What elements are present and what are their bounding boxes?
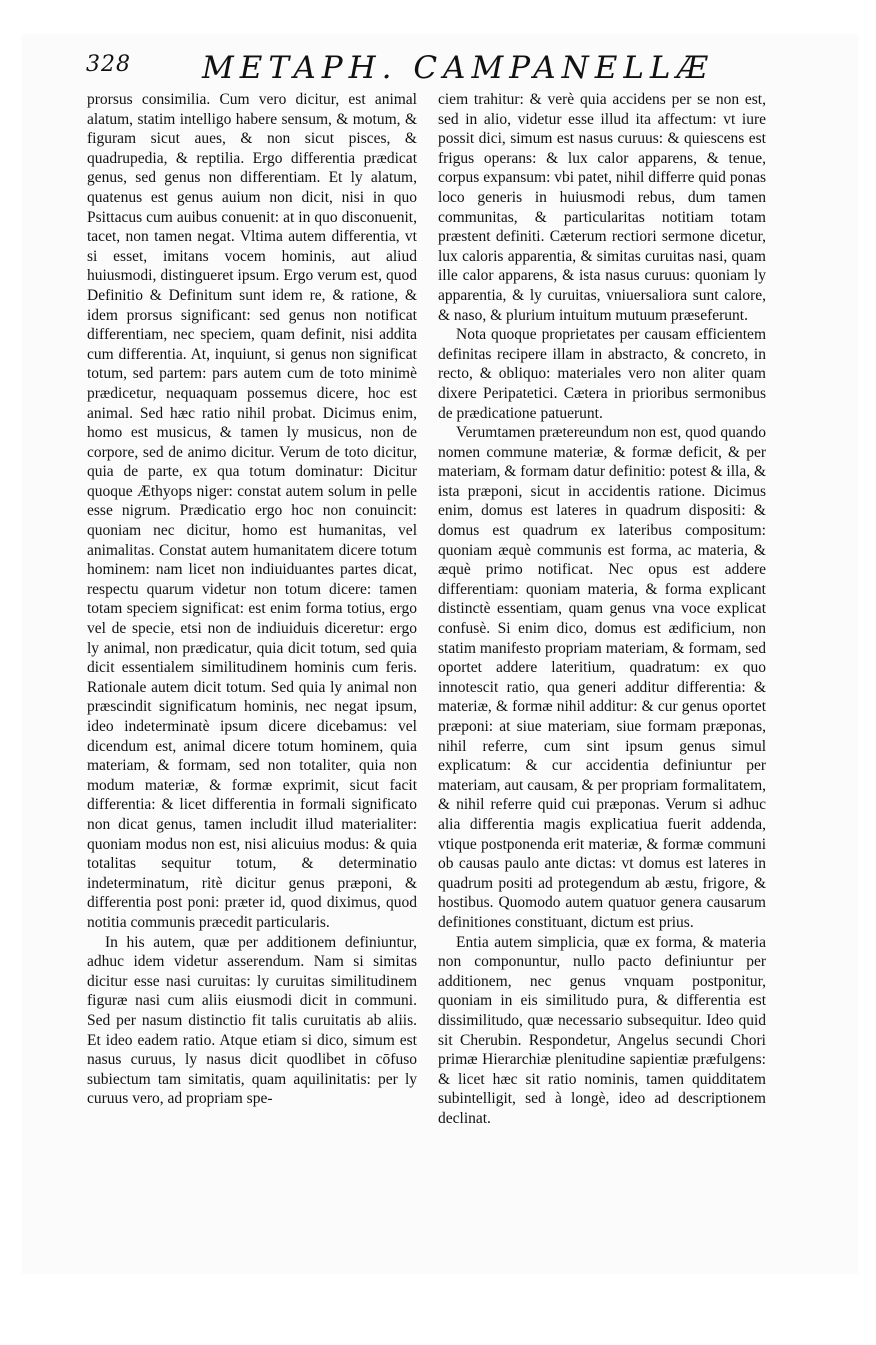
running-head: METAPH. CAMPANELLÆ (202, 50, 714, 86)
right-paragraph-4: Entia autem simplicia, quæ ex forma, & materia non componuntur, nullo pacto definiuntur per additionem, nec genus vnquam postponitur, quoniam in eis similitudo pura, & differentia est dissimilitudo, quæ necessario subsequitur. Ideo quid sit Cherubin. Respondetur, Angelus secundi Chori primæ Hierarchiæ plenitudine sapientiæ præfulgens: & licet hæc sit ratio nominis, tamen quidditatem subintelligit, sed à longè, ideo ad descriptionem declinat. (438, 933, 766, 1127)
left-paragraph-1: prorsus consimilia. Cum vero dicitur, est animal alatum, statim intelligo habere sensum, & motum, & figuram sicut aues, & non sicut pisces, & quadrupedia, & reptilia. Ergo differentia prædicat genus, sed genus non differentiam. Et ly alatum, quatenus est genus auium non dicit, nisi in quo Psittacus cum auibus conuenit: at in quo disconuenit, tacet, non tamen negat. Vltima autem differentia, vt si esset, imitans vocem hominis, aut aliud huiusmodi, distingueret ipsum. Ergo verum est, quod Definitio & Definitum sunt idem re, & ratione, & idem prorsus significant: sed genus non notificat differentiam, nec speciem, quam definit, nisi addita cum differentia. At, inquiunt, si genus non significat totum, sed partem: pars autem cum de toto minimè prædicetur, nequaquam possemus dicere, hoc est animal. Sed hæc ratio nihil probat. Dicimus enim, homo est musicus, & tamen ly musicus, non de corpore, sed de animo dicitur. Verum de toto dicitur, quia de parte, ex qua totum dominatur: Dicitur quoque Æthyops niger: constat autem solum in pelle esse nigrum. Prædicatio ergo hoc non conuincit: quoniam nec dicitur, homo est humanitas, vel animalitas. Constat autem humanitatem dicere totum hominem: nam licet non indiuiduantes partes dicat, respectu quarum videtur non totum dicere: tamen totam speciem significat: est enim forma totius, ergo vel de specie, etsi non de indiuiduis diceretur: ergo ly animal, non prædicatur, quia dicit totum, sed quia dicit essentialem similitudinem hominis cum feris. Rationale autem dicit totum. Sed quia ly animal non præscindit significatum hominis, nec negat ipsum, ideo indeterminatè ipsum dicere dicebamus: vel dicendum est, animal dicere totum hominem, quia materiam, & formam, sed non totaliter, quia non modum materiæ, & formæ exprimit, sicut facit differentia: & licet differentia in formali significato non dicat genus, tamen includit illud materialiter: quoniam modus non est, nisi alicuius modus: & quia totalitas sequitur totum, & determinatio indeterminatum, ritè dicitur genus præponi, & differentia post poni: præter id, quod diximus, quod notitia communis præcedit particularis. (87, 91, 417, 931)
page-number: 328 (86, 52, 131, 77)
right-paragraph-2: Nota quoque proprietates per causam efficientem definitas recipere illam in abstracto, & concreto, in recto, & obliquo: materiales vero non aliter quam dixere Peripatetici. Cætera in prioribus sermonibus de prædicatione patuerunt. (438, 326, 766, 422)
left-paragraph-2: In his autem, quæ per additionem definiuntur, adhuc idem videtur asserendum. Nam si simitas dicitur esse nasi curuitas: ly curuitas similitudinem figuræ nasi cum aliis eiusmodi dicit in communi. Sed per nasum distinctio fit talis curuitatis ab aliis. Et ideo eadem ratio. Atque etiam si dico, simum est nasus curuus, ly nasus dicit quodlibet in cōfuso subiectum tam simitatis, quam aquilinitatis: per ly curuus vero, ad propriam spe- (87, 933, 417, 1108)
left-column (87, 90, 417, 1109)
right-paragraph-1: ciem trahitur: & verè quia accidens per se non est, sed in alio, videtur esse illud ita affectum: vt iure possit dici, simum est nasus curuus: & quiescens est frigus operans: & lux calor apparens, & tenue, corpus expansum: vbi patet, nihil differre quid ponas loco generis in huiusmodi rebus, dum tamen communitas, & particularitas notitiam totam præstent definiti. Cæterum rectiori sermone dicetur, lux caloris apparentia, & simitas curuitas nasi, quam ille calor apparens, & ista nasus curuus: quoniam ly apparentia, & ly curuitas, vniuersaliora sunt calore, & naso, & plurium intuitum mutuum præseferunt. (438, 91, 766, 324)
page-header (86, 50, 776, 92)
right-column (438, 90, 766, 1128)
right-paragraph-3: Verumtamen prætereundum non est, quod quando nomen commune materiæ, & formæ deficit, & per materiam, & formam datur definitio: potest & illa, & ista præponi, sicut in accidentis ratione. Dicimus enim, domus est lateres in quadrum dispositi: & domus est quadrum ex lateribus compositum: quoniam æquè communis est forma, ac materia, & æquè primo notificat. Nec opus est addere differentiam: quoniam materia, & forma explicant distinctè essentiam, quam genus vna voce explicat confusè. Si enim dico, domus est ædificium, non statim manifesto propriam materiam, & formam, sed oportet addere lateritium, quadratum: ex quo innotescit ratio, qua generi additur differentia: & materiæ, & formæ nihil additur: & cur genus oportet præponi: at siue materiam, siue formam præponas, nihil referre, cum sint ipsum genus simul explicatum: & cur accidentia definiuntur per materiam, aut causam, & per propriam formalitatem, & nihil referre quid cui præponas. Verum si adhuc alia differentia magis explicatiua fuerit addenda, vtique postponenda erit materiæ, & formæ communi ob causas paulo ante dictas: vt domus est lateres in quadrum positi ad protegendum ab æstu, frigore, & hostibus. Quomodo autem quatuor genera causarum definitiones constituant, dictum est prius. (438, 424, 767, 931)
